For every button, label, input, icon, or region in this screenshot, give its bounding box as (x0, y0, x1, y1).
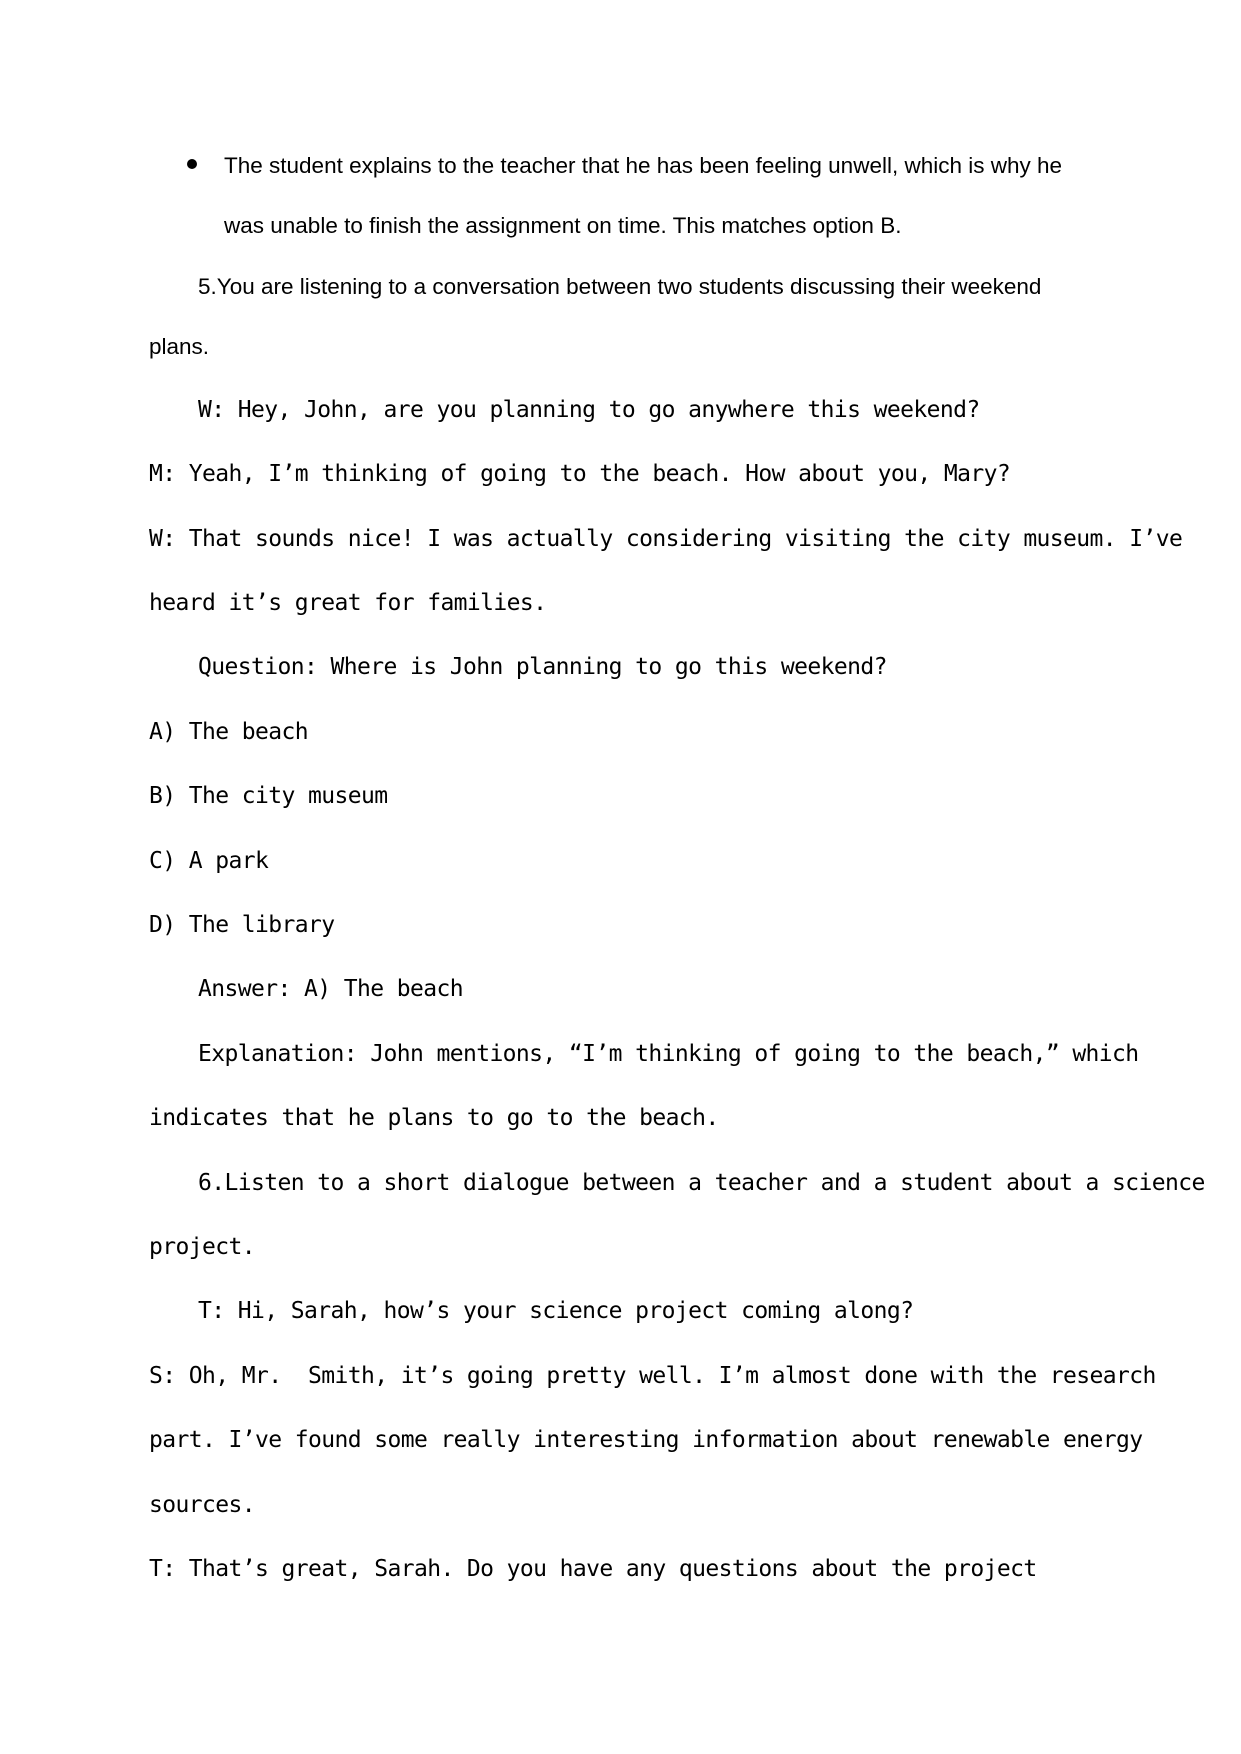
dialogue-line: T: Hi, Sarah, how’s your science project coming along? (198, 1298, 914, 1324)
option-a: A) The beach (149, 719, 308, 745)
dialogue-line: W: Hey, John, are you planning to go anywhere this weekend? (198, 397, 980, 423)
bullet-text-line-1: The student explains to the teacher that he has been feeling unwell, which is why he (224, 153, 1063, 178)
dialogue-line: S: Oh, Mr. Smith, it’s going pretty well. I’m almost done with the research (149, 1363, 1156, 1389)
dialogue-line: W: That sounds nice! I was actually considering visiting the city museum. I’ve (149, 526, 1183, 552)
question-5-explanation-continued: indicates that he plans to go to the beach. (149, 1105, 719, 1131)
option-b: B) The city museum (149, 783, 388, 809)
question-5-question: Question: Where is John planning to go this weekend? (198, 654, 887, 680)
option-c: C) A park (149, 848, 269, 874)
question-6-prompt-continued: project. (149, 1234, 255, 1260)
bullet-text-line-2: was unable to finish the assignment on time. This matches option B. (224, 213, 902, 238)
question-5-answer: Answer: A) The beach (198, 976, 463, 1002)
dialogue-line: heard it’s great for families. (149, 590, 547, 616)
bullet-icon (187, 159, 197, 169)
dialogue-line: part. I’ve found some really interesting information about renewable energy (149, 1427, 1143, 1453)
dialogue-line: T: That’s great, Sarah. Do you have any questions about the project (149, 1556, 1037, 1582)
dialogue-line: sources. (149, 1492, 255, 1518)
question-5-prompt: 5.You are listening to a conversation between two students discussing their weekend (198, 274, 1042, 299)
question-5-explanation: Explanation: John mentions, “I’m thinking of going to the beach,” which (198, 1041, 1139, 1067)
dialogue-line: M: Yeah, I’m thinking of going to the beach. How about you, Mary? (149, 461, 1011, 487)
question-5-prompt-continued: plans. (149, 334, 210, 359)
option-d: D) The library (149, 912, 335, 938)
question-6-prompt: 6.Listen to a short dialogue between a teacher and a student about a science (198, 1170, 1205, 1196)
